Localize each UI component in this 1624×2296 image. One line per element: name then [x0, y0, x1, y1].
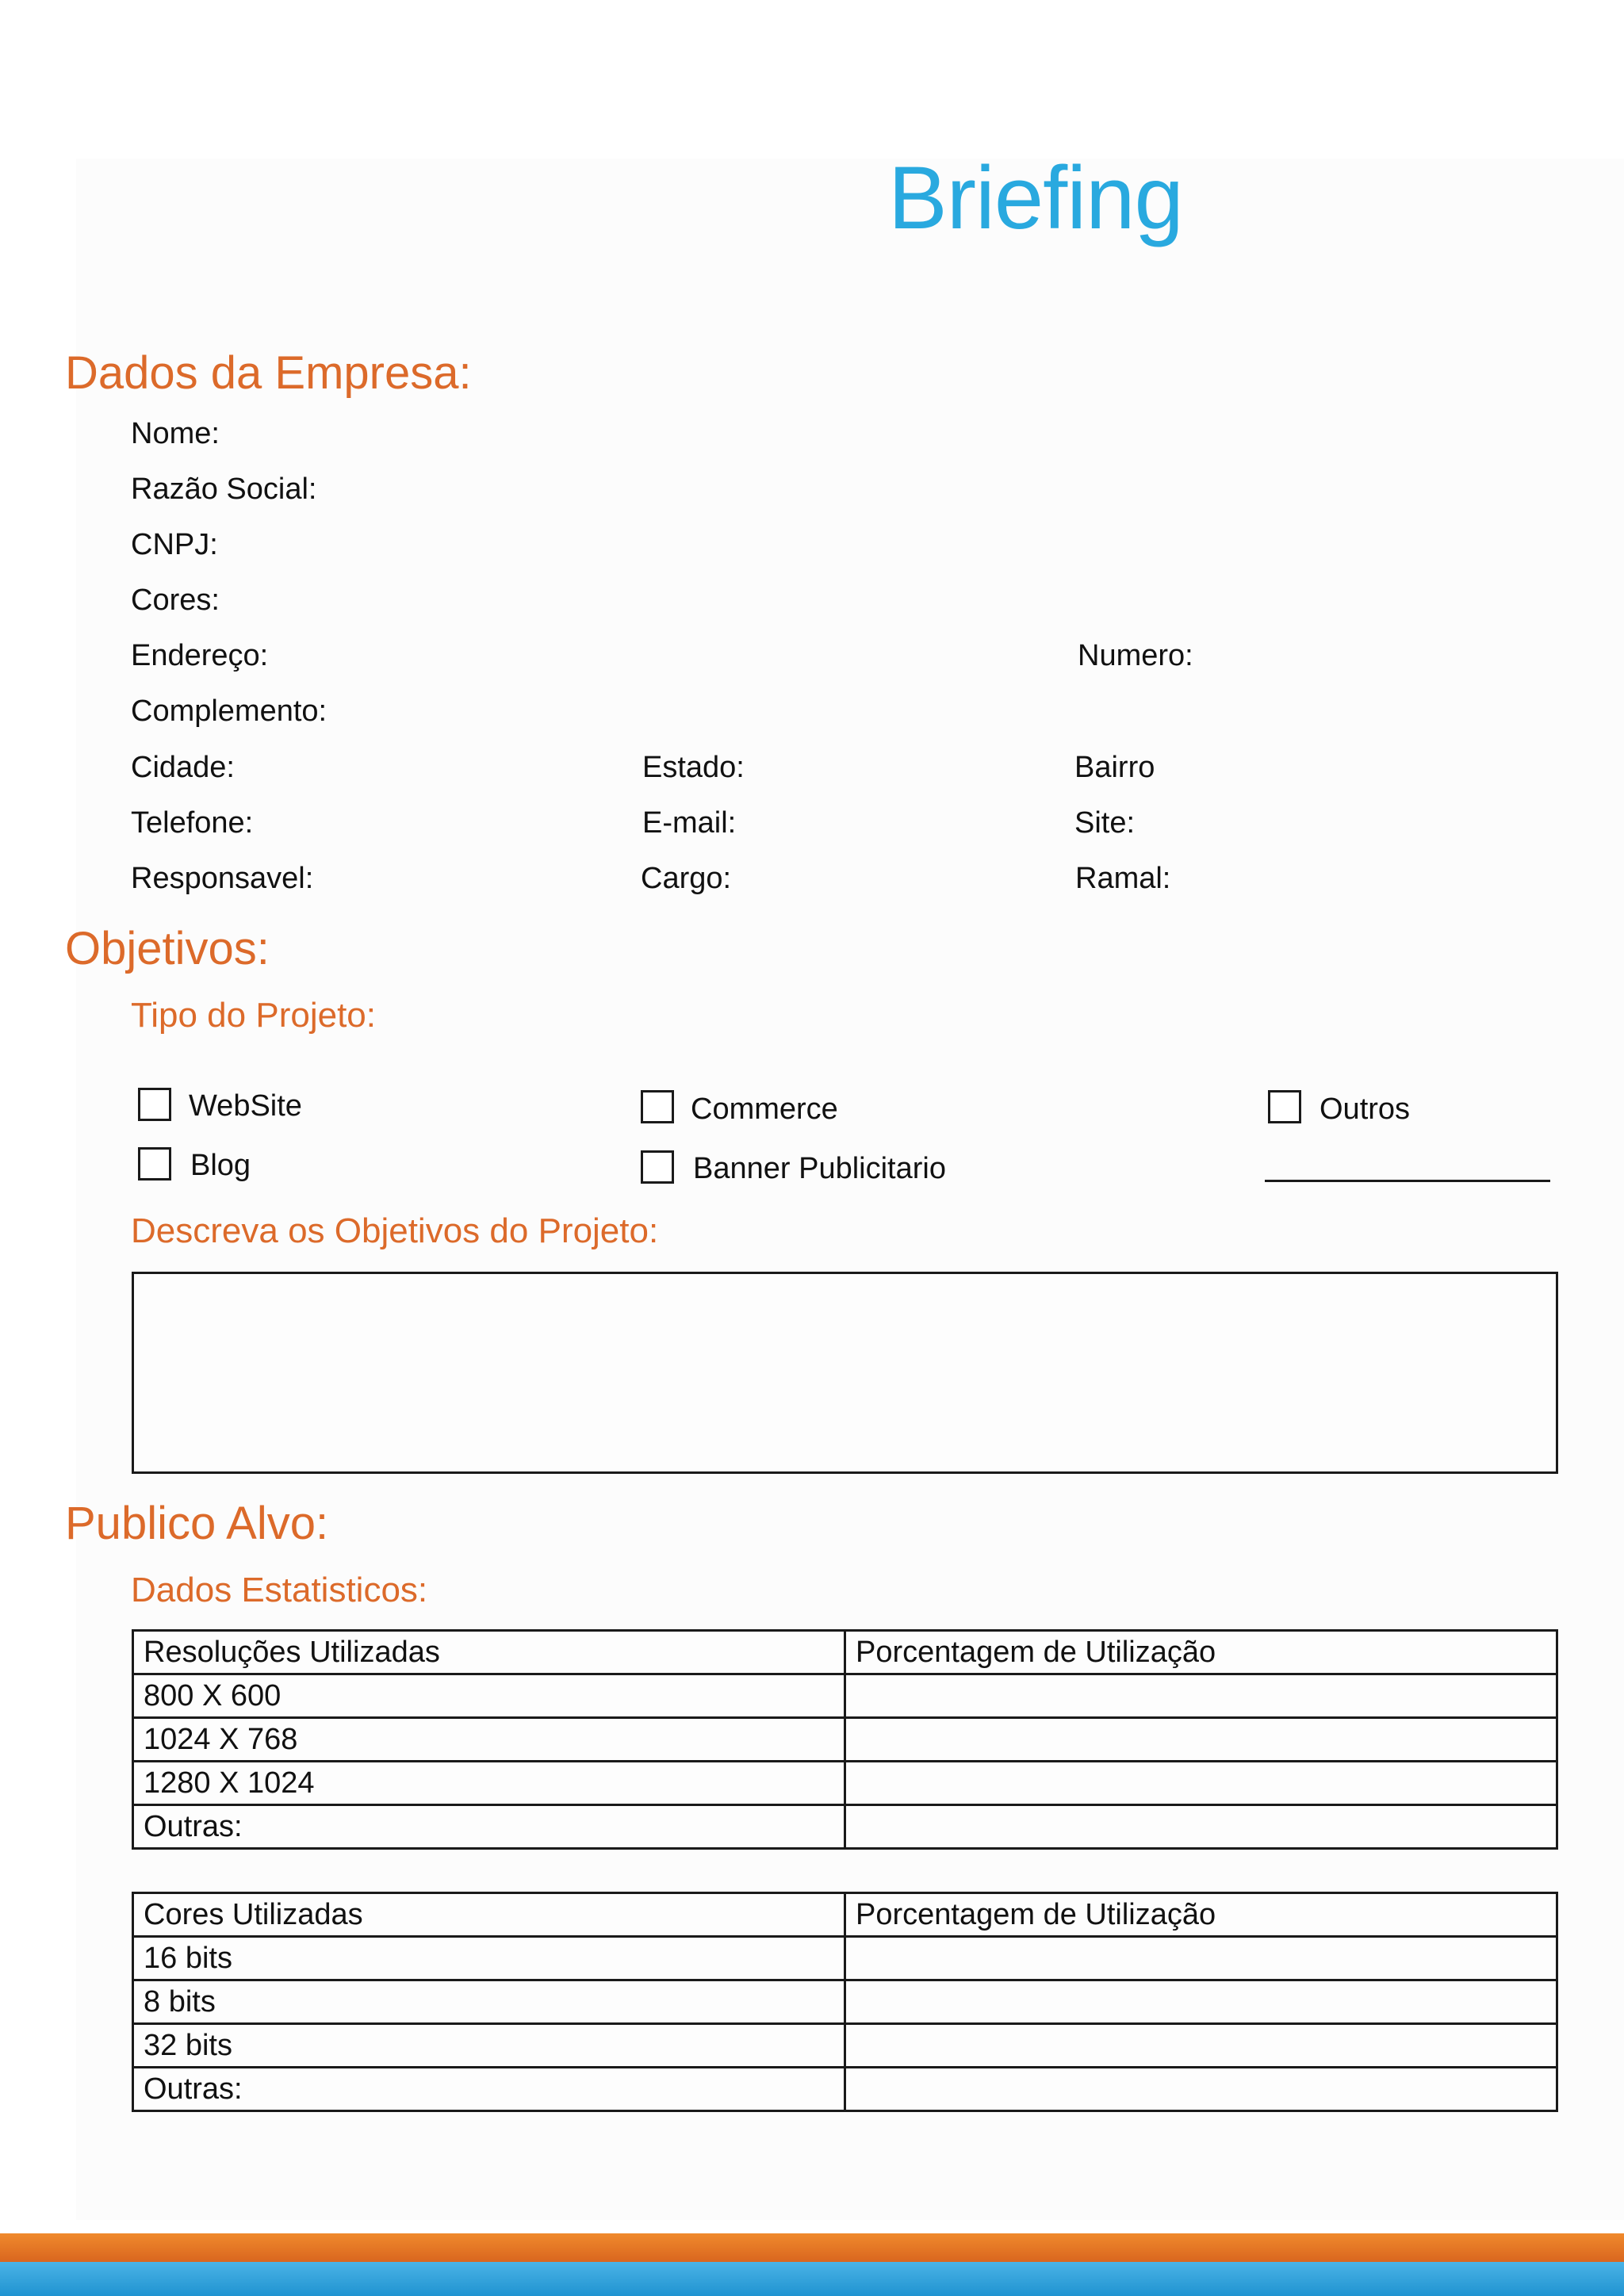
- field-ramal: Ramal:: [1075, 862, 1171, 895]
- field-razao-social: Razão Social:: [131, 473, 317, 506]
- table-header-row: [133, 1631, 1557, 1674]
- objectives-textarea[interactable]: [132, 1272, 1558, 1474]
- company-section-heading: Dados da Empresa:: [65, 347, 472, 399]
- field-cidade: Cidade:: [131, 751, 235, 784]
- checkbox-blog-label: Blog: [190, 1149, 251, 1182]
- table-header-cell: Cores Utilizadas: [133, 1893, 845, 1937]
- project-type-heading: Tipo do Projeto:: [131, 996, 376, 1035]
- checkbox-website[interactable]: [138, 1088, 171, 1121]
- colors-table: [132, 1892, 1558, 2112]
- field-site: Site:: [1074, 806, 1136, 840]
- table-row: [133, 1674, 1557, 1718]
- checkbox-outros-label: Outros: [1320, 1093, 1411, 1126]
- table-cell-input[interactable]: [845, 2024, 1557, 2068]
- objectives-section-heading: Objetivos:: [65, 923, 270, 974]
- field-cnpj: CNPJ:: [131, 528, 218, 561]
- table-row: [133, 1805, 1557, 1849]
- table-cell-input[interactable]: [845, 1937, 1557, 1980]
- table-cell-input[interactable]: [845, 1674, 1557, 1718]
- field-nome: Nome:: [131, 417, 220, 450]
- field-bairro: Bairro: [1074, 751, 1155, 784]
- table-cell-input[interactable]: [845, 1718, 1557, 1762]
- table-row: [133, 2068, 1557, 2111]
- field-complemento: Complemento:: [131, 695, 327, 728]
- page-title: Briefing: [888, 148, 1183, 247]
- table-cell-label: 16 bits: [133, 1937, 845, 1980]
- stats-heading: Dados Estatisticos:: [131, 1571, 428, 1609]
- table-cell-label: Outras:: [133, 2068, 845, 2111]
- table-row: [133, 1980, 1557, 2024]
- checkbox-banner-label: Banner Publicitario: [693, 1152, 946, 1185]
- table-cell-label: 32 bits: [133, 2024, 845, 2068]
- audience-section-heading: Publico Alvo:: [65, 1498, 329, 1549]
- table-header-cell: Porcentagem de Utilização: [845, 1893, 1557, 1937]
- table-cell-label: Outras:: [133, 1805, 845, 1849]
- table-cell-label: 1280 X 1024: [133, 1762, 845, 1805]
- table-header-cell: Resoluções Utilizadas: [133, 1631, 845, 1674]
- outros-specify-line[interactable]: [1265, 1180, 1550, 1182]
- field-cores: Cores:: [131, 584, 220, 617]
- table-header-cell: Porcentagem de Utilização: [845, 1631, 1557, 1674]
- field-cargo: Cargo:: [641, 862, 732, 895]
- table-row: [133, 1937, 1557, 1980]
- table-cell-input[interactable]: [845, 1805, 1557, 1849]
- checkbox-banner[interactable]: [641, 1150, 674, 1184]
- field-email: E-mail:: [642, 806, 737, 840]
- table-row: [133, 1718, 1557, 1762]
- table-row: [133, 1762, 1557, 1805]
- checkbox-commerce[interactable]: [641, 1090, 674, 1123]
- field-numero: Numero:: [1078, 639, 1193, 672]
- table-cell-label: 8 bits: [133, 1980, 845, 2024]
- field-endereco: Endereço:: [131, 639, 269, 672]
- field-responsavel: Responsavel:: [131, 862, 314, 895]
- table-row: [133, 2024, 1557, 2068]
- table-cell-input[interactable]: [845, 1762, 1557, 1805]
- describe-objectives-heading: Descreva os Objetivos do Projeto:: [131, 1211, 659, 1250]
- table-cell-label: 800 X 600: [133, 1674, 845, 1718]
- field-telefone: Telefone:: [131, 806, 254, 840]
- table-cell-input[interactable]: [845, 1980, 1557, 2024]
- table-header-row: [133, 1893, 1557, 1937]
- checkbox-blog[interactable]: [138, 1147, 171, 1181]
- footer-orange-stripe: [0, 2233, 1624, 2262]
- checkbox-commerce-label: Commerce: [691, 1093, 838, 1126]
- table-cell-input[interactable]: [845, 2068, 1557, 2111]
- field-estado: Estado:: [642, 751, 745, 784]
- resolutions-table: [132, 1629, 1558, 1850]
- table-cell-label: 1024 X 768: [133, 1718, 845, 1762]
- footer-blue-stripe: [0, 2262, 1624, 2296]
- checkbox-website-label: WebSite: [189, 1089, 302, 1123]
- checkbox-outros[interactable]: [1268, 1090, 1301, 1123]
